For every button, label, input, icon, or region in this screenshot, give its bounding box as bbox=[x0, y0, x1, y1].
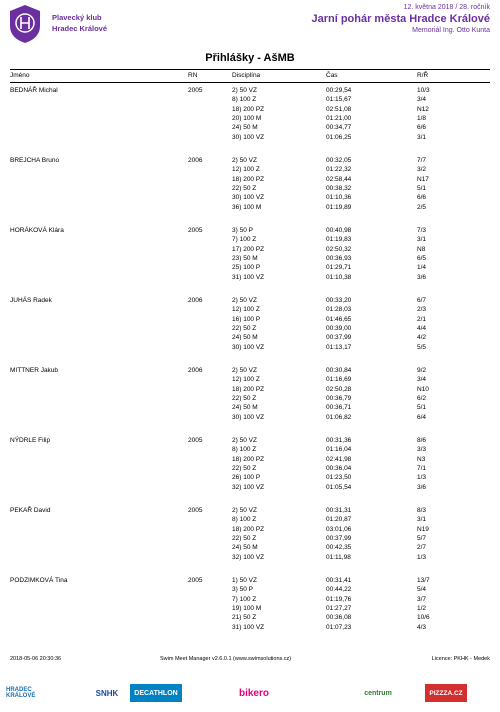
event-rank: 5/1 bbox=[417, 404, 427, 412]
event-time: 01:06,82 bbox=[326, 413, 352, 421]
event-row bbox=[10, 306, 490, 315]
event-time: 03:01,06 bbox=[326, 525, 352, 533]
event-rank: 1/2 bbox=[417, 604, 427, 612]
event-row bbox=[10, 176, 490, 185]
event-discipline: 18) 200 PZ bbox=[232, 455, 265, 463]
event-row bbox=[10, 465, 490, 474]
event-row bbox=[10, 227, 490, 236]
event-time: 00:37,99 bbox=[326, 534, 352, 542]
event-rank: 1/4 bbox=[417, 264, 427, 272]
event-row bbox=[10, 624, 490, 633]
swimmer-name: NÝDRLE Filip bbox=[10, 437, 51, 444]
event-discipline: 2) 50 VZ bbox=[232, 437, 257, 444]
column-discipline: Disciplína bbox=[232, 72, 261, 79]
event-time: 00:37,99 bbox=[326, 334, 352, 342]
event-rank: 3/2 bbox=[417, 166, 427, 174]
event-row bbox=[10, 507, 490, 516]
event-time: 01:19,83 bbox=[326, 236, 352, 244]
swimmer-birth-year: 2005 bbox=[188, 437, 203, 444]
event-discipline: 1) 50 VZ bbox=[232, 577, 257, 584]
event-row bbox=[10, 194, 490, 203]
event-time: 01:06,25 bbox=[326, 133, 352, 141]
sponsor-hradec-logo: HRADEC KRÁLOVÉ bbox=[6, 687, 36, 699]
club-name bbox=[52, 12, 107, 34]
swimmer-entry bbox=[10, 84, 490, 154]
event-rank: 4/2 bbox=[417, 334, 427, 342]
event-date: 12. května 2018 / 28. ročník bbox=[403, 4, 490, 11]
event-rank: 3/7 bbox=[417, 595, 427, 603]
event-rank: 4/3 bbox=[417, 623, 427, 631]
event-time: 02:58,44 bbox=[326, 175, 352, 183]
event-rank: 1/8 bbox=[417, 114, 427, 122]
event-discipline: 7) 100 Z bbox=[232, 595, 257, 603]
event-rank: N3 bbox=[417, 455, 426, 463]
event-time: 01:10,38 bbox=[326, 273, 352, 281]
event-discipline: 32) 100 VZ bbox=[232, 483, 265, 491]
event-discipline: 18) 200 PZ bbox=[232, 525, 265, 533]
sponsor-pizzza-logo: PIZZZA.CZ bbox=[425, 684, 467, 702]
club-line2: Hradec Králové bbox=[52, 24, 108, 33]
event-rank: 5/4 bbox=[417, 586, 427, 594]
event-title: Jarní pohár města Hradce Králové bbox=[311, 13, 490, 25]
event-rank: 7/7 bbox=[417, 157, 427, 164]
event-rank: 1/3 bbox=[417, 553, 427, 561]
event-row bbox=[10, 316, 490, 325]
event-rank: N19 bbox=[417, 525, 429, 533]
swimmer-name: PODZIMKOVÁ Tina bbox=[10, 577, 68, 584]
event-discipline: 30) 100 VZ bbox=[232, 133, 265, 141]
event-rank: 8/3 bbox=[417, 507, 427, 514]
event-time: 01:23,50 bbox=[326, 474, 352, 482]
event-time: 01:16,04 bbox=[326, 446, 352, 454]
event-rank: 2/7 bbox=[417, 544, 427, 552]
event-rank: 9/2 bbox=[417, 367, 427, 374]
event-rank: N12 bbox=[417, 105, 429, 113]
event-time: 00:30,84 bbox=[326, 367, 352, 374]
event-time: 01:05,54 bbox=[326, 483, 352, 491]
event-row bbox=[10, 404, 490, 413]
event-discipline: 21) 50 Z bbox=[232, 614, 257, 622]
event-discipline: 22) 50 Z bbox=[232, 534, 257, 542]
swimmer-birth-year: 2006 bbox=[188, 157, 203, 164]
event-discipline: 2) 50 VZ bbox=[232, 157, 257, 164]
event-rank: 3/6 bbox=[417, 483, 427, 491]
event-discipline: 20) 100 M bbox=[232, 114, 262, 122]
event-discipline: 22) 50 Z bbox=[232, 184, 257, 192]
event-row bbox=[10, 437, 490, 446]
event-rank: 8/6 bbox=[417, 437, 427, 444]
column-header-row bbox=[10, 69, 490, 83]
event-time: 01:28,03 bbox=[326, 306, 352, 314]
event-rank: 6/4 bbox=[417, 413, 427, 421]
event-time: 00:33,20 bbox=[326, 297, 352, 304]
event-rank: N8 bbox=[417, 245, 426, 253]
event-discipline: 25) 100 P bbox=[232, 264, 261, 272]
column-year: RN bbox=[188, 72, 198, 79]
event-time: 02:50,32 bbox=[326, 245, 352, 253]
event-row bbox=[10, 274, 490, 283]
event-rank: 3/4 bbox=[417, 96, 427, 104]
event-time: 01:13,17 bbox=[326, 343, 352, 351]
event-time: 00:39,00 bbox=[326, 324, 352, 332]
swimmer-birth-year: 2005 bbox=[188, 227, 203, 234]
swimmer-entry bbox=[10, 364, 490, 434]
event-discipline: 12) 100 Z bbox=[232, 306, 260, 314]
event-row bbox=[10, 334, 490, 343]
sponsor-bar bbox=[0, 676, 500, 710]
event-time: 00:36,71 bbox=[326, 404, 352, 412]
event-rank: 5/5 bbox=[417, 343, 427, 351]
footer-licence: Licence: PKHK - Medek bbox=[431, 656, 490, 662]
event-time: 00:38,32 bbox=[326, 184, 352, 192]
event-discipline: 16) 100 P bbox=[232, 315, 261, 323]
event-time: 01:15,67 bbox=[326, 96, 352, 104]
swimmer-name: BREJCHA Bruno bbox=[10, 157, 60, 164]
event-discipline: 24) 50 M bbox=[232, 544, 258, 552]
event-time: 00:31,36 bbox=[326, 437, 352, 444]
event-row bbox=[10, 535, 490, 544]
event-row bbox=[10, 456, 490, 465]
event-row bbox=[10, 236, 490, 245]
event-time: 01:22,32 bbox=[326, 166, 352, 174]
event-row bbox=[10, 124, 490, 133]
event-discipline: 31) 100 VZ bbox=[232, 623, 265, 631]
event-row bbox=[10, 544, 490, 553]
event-discipline: 24) 50 M bbox=[232, 404, 258, 412]
event-time: 01:07,23 bbox=[326, 623, 352, 631]
event-row bbox=[10, 484, 490, 493]
event-discipline: 32) 100 VZ bbox=[232, 553, 265, 561]
event-discipline: 31) 100 VZ bbox=[232, 273, 265, 281]
event-discipline: 26) 100 P bbox=[232, 474, 261, 482]
footer-software: Swim Meet Manager v2.6.0.1 (www.swimsolutions.cz) bbox=[160, 656, 292, 662]
event-row bbox=[10, 106, 490, 115]
event-row bbox=[10, 325, 490, 334]
event-discipline: 18) 200 PZ bbox=[232, 105, 265, 113]
event-discipline: 18) 200 PZ bbox=[232, 175, 265, 183]
event-time: 01:10,36 bbox=[326, 194, 352, 202]
event-row bbox=[10, 586, 490, 595]
swimmer-birth-year: 2006 bbox=[188, 297, 203, 304]
event-time: 00:34,77 bbox=[326, 124, 352, 132]
event-discipline: 2) 50 VZ bbox=[232, 87, 257, 94]
swimmer-birth-year: 2005 bbox=[188, 87, 203, 94]
club-line1: Plavecký klub bbox=[52, 13, 102, 22]
event-time: 00:36,93 bbox=[326, 254, 352, 262]
event-discipline: 2) 50 VZ bbox=[232, 297, 257, 304]
event-discipline: 8) 100 Z bbox=[232, 516, 257, 524]
swimmer-name: JUHÁS Radek bbox=[10, 297, 52, 304]
event-discipline: 19) 100 M bbox=[232, 604, 262, 612]
event-time: 01:27,27 bbox=[326, 604, 352, 612]
event-row bbox=[10, 414, 490, 423]
event-row bbox=[10, 474, 490, 483]
event-time: 00:44,22 bbox=[326, 586, 352, 594]
event-rank: 2/3 bbox=[417, 306, 427, 314]
event-rank: 6/5 bbox=[417, 254, 427, 262]
swimmer-name: MITTNER Jakub bbox=[10, 367, 59, 374]
event-rank: 6/2 bbox=[417, 394, 427, 402]
event-discipline: 3) 50 P bbox=[232, 227, 253, 234]
event-row bbox=[10, 115, 490, 124]
event-time: 00:29,54 bbox=[326, 87, 352, 94]
event-row bbox=[10, 134, 490, 143]
sponsor-centrum-logo: centrum bbox=[364, 689, 392, 697]
event-row bbox=[10, 596, 490, 605]
event-time: 01:19,76 bbox=[326, 595, 352, 603]
document-title: Přihlášky - AšMB bbox=[205, 52, 295, 64]
event-rank: 3/1 bbox=[417, 133, 427, 141]
event-discipline: 8) 100 Z bbox=[232, 96, 257, 104]
event-rank: N10 bbox=[417, 385, 429, 393]
sponsor-snhk-logo: SNHK bbox=[95, 688, 119, 698]
event-row bbox=[10, 446, 490, 455]
event-time: 02:41,98 bbox=[326, 455, 352, 463]
event-rank: 2/5 bbox=[417, 203, 427, 211]
entries-list bbox=[10, 84, 490, 654]
event-time: 02:50,28 bbox=[326, 385, 352, 393]
event-rank: 7/1 bbox=[417, 464, 427, 472]
event-time: 02:51,08 bbox=[326, 105, 352, 113]
event-discipline: 30) 100 VZ bbox=[232, 194, 265, 202]
swimmer-entry bbox=[10, 504, 490, 574]
page-header bbox=[0, 0, 500, 46]
column-rank: R/Ř bbox=[417, 72, 429, 79]
swimmer-entry bbox=[10, 574, 490, 654]
event-row bbox=[10, 614, 490, 623]
event-info bbox=[311, 3, 490, 36]
event-time: 01:46,65 bbox=[326, 315, 352, 323]
event-time: 01:29,71 bbox=[326, 264, 352, 272]
event-time: 01:21,00 bbox=[326, 114, 352, 122]
event-time: 00:40,98 bbox=[326, 227, 352, 234]
event-discipline: 30) 100 VZ bbox=[232, 413, 265, 421]
event-discipline: 8) 100 Z bbox=[232, 446, 257, 454]
event-discipline: 24) 50 M bbox=[232, 124, 258, 132]
event-row bbox=[10, 367, 490, 376]
event-time: 00:31,31 bbox=[326, 507, 352, 514]
event-rank: 3/4 bbox=[417, 376, 427, 384]
club-logo bbox=[8, 4, 42, 44]
event-rank: 10/6 bbox=[417, 614, 430, 622]
event-discipline: 2) 50 VZ bbox=[232, 367, 257, 374]
event-discipline: 12) 100 Z bbox=[232, 166, 260, 174]
event-row bbox=[10, 246, 490, 255]
event-time: 00:36,08 bbox=[326, 614, 352, 622]
event-discipline: 36) 100 M bbox=[232, 203, 262, 211]
event-row bbox=[10, 516, 490, 525]
swimmer-entry bbox=[10, 434, 490, 504]
event-row bbox=[10, 87, 490, 96]
swimmer-birth-year: 2005 bbox=[188, 577, 203, 584]
event-time: 01:20,87 bbox=[326, 516, 352, 524]
event-row bbox=[10, 605, 490, 614]
event-rank: 6/7 bbox=[417, 297, 427, 304]
event-discipline: 24) 50 M bbox=[232, 334, 258, 342]
event-time: 00:36,04 bbox=[326, 464, 352, 472]
event-rank: 7/3 bbox=[417, 227, 427, 234]
event-row bbox=[10, 204, 490, 213]
event-row bbox=[10, 255, 490, 264]
event-row bbox=[10, 344, 490, 353]
event-time: 00:36,79 bbox=[326, 394, 352, 402]
event-discipline: 18) 200 PZ bbox=[232, 385, 265, 393]
event-discipline: 7) 100 Z bbox=[232, 236, 257, 244]
event-rank: 5/7 bbox=[417, 534, 427, 542]
swimmer-birth-year: 2005 bbox=[188, 507, 203, 514]
event-discipline: 30) 100 VZ bbox=[232, 343, 265, 351]
event-memorial: Memoriál Ing. Otto Kunta bbox=[412, 27, 490, 34]
event-rank: 3/1 bbox=[417, 516, 427, 524]
event-row bbox=[10, 554, 490, 563]
event-time: 00:32,05 bbox=[326, 157, 352, 164]
event-row bbox=[10, 185, 490, 194]
event-time: 01:11,98 bbox=[326, 553, 351, 561]
event-row bbox=[10, 96, 490, 105]
event-rank: 5/1 bbox=[417, 184, 427, 192]
event-row bbox=[10, 395, 490, 404]
column-name: Jméno bbox=[10, 72, 30, 79]
swimmer-birth-year: 2006 bbox=[188, 367, 203, 374]
event-row bbox=[10, 526, 490, 535]
footer-timestamp: 2018-05-06 20:30:36 bbox=[10, 656, 62, 662]
event-rank: N17 bbox=[417, 175, 429, 183]
event-rank: 6/6 bbox=[417, 194, 427, 202]
event-rank: 4/4 bbox=[417, 324, 427, 332]
event-time: 01:19,89 bbox=[326, 203, 352, 211]
event-discipline: 22) 50 Z bbox=[232, 324, 257, 332]
event-discipline: 12) 100 Z bbox=[232, 376, 260, 384]
event-rank: 3/1 bbox=[417, 236, 427, 244]
swimmer-name: PEKAŘ David bbox=[10, 507, 51, 514]
event-rank: 1/3 bbox=[417, 474, 427, 482]
event-row bbox=[10, 376, 490, 385]
event-row bbox=[10, 577, 490, 586]
event-time: 00:31,41 bbox=[326, 577, 352, 584]
event-rank: 3/3 bbox=[417, 446, 427, 454]
event-row bbox=[10, 264, 490, 273]
sponsor-decathlon-logo: DECATHLON bbox=[130, 684, 182, 702]
event-discipline: 22) 50 Z bbox=[232, 394, 257, 402]
event-discipline: 3) 50 P bbox=[232, 586, 253, 594]
sponsor-bikero-logo: bikero bbox=[238, 687, 269, 699]
event-discipline: 22) 50 Z bbox=[232, 464, 257, 472]
event-time: 01:16,69 bbox=[326, 376, 352, 384]
column-time: Čas bbox=[326, 72, 338, 79]
event-rank: 3/6 bbox=[417, 273, 427, 281]
swimmer-entry bbox=[10, 224, 490, 294]
event-row bbox=[10, 297, 490, 306]
event-row bbox=[10, 157, 490, 166]
event-rank: 2/1 bbox=[417, 315, 427, 323]
swimmer-name: HORÁKOVÁ Klára bbox=[10, 227, 64, 234]
event-discipline: 2) 50 VZ bbox=[232, 507, 257, 514]
event-discipline: 17) 200 PZ bbox=[232, 245, 265, 253]
event-discipline: 23) 50 M bbox=[232, 254, 258, 262]
swimmer-entry bbox=[10, 294, 490, 364]
swimmer-name: BEDNÁŘ Michal bbox=[10, 87, 58, 94]
event-rank: 6/6 bbox=[417, 124, 427, 132]
swimmer-entry bbox=[10, 154, 490, 224]
event-row bbox=[10, 166, 490, 175]
event-rank: 13/7 bbox=[417, 577, 430, 584]
event-row bbox=[10, 386, 490, 395]
event-rank: 10/3 bbox=[417, 87, 430, 94]
event-time: 00:42,35 bbox=[326, 544, 352, 552]
